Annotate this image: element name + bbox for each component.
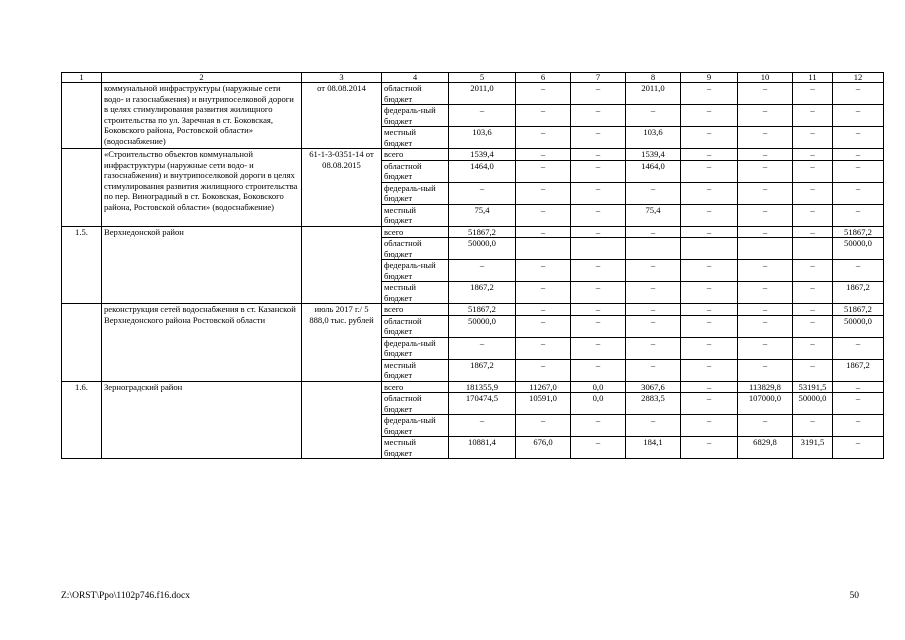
amount-cell: – [681, 437, 738, 459]
row-number: 1.6. [62, 381, 102, 459]
amount-cell: 103,6 [626, 127, 681, 149]
amount-cell: – [626, 304, 681, 316]
amount-cell: 1464,0 [626, 160, 681, 182]
amount-cell: – [833, 393, 884, 415]
amount-cell: – [793, 359, 833, 381]
table-row [62, 149, 884, 161]
funding-source: всего [382, 304, 449, 316]
amount-cell: – [571, 226, 626, 238]
amount-cell: – [516, 105, 571, 127]
funding-source: федераль-ный бюджет [382, 415, 449, 437]
amount-cell: 51867,2 [449, 304, 516, 316]
table-row [62, 83, 884, 105]
funding-source: федераль-ный бюджет [382, 182, 449, 204]
amount-cell: – [681, 226, 738, 238]
row-number [62, 304, 102, 382]
amount-cell: – [626, 415, 681, 437]
row-number [62, 83, 102, 149]
amount-cell: – [738, 337, 793, 359]
amount-cell: – [681, 149, 738, 161]
amount-cell: – [681, 83, 738, 105]
amount-cell: – [681, 337, 738, 359]
amount-cell: – [833, 105, 884, 127]
object-code: от 08.08.2014 [302, 83, 382, 149]
amount-cell [738, 238, 793, 260]
amount-cell: 10881,4 [449, 437, 516, 459]
amount-cell: – [681, 260, 738, 282]
object-name: «Строительство объектов коммунальной инфраструктуры (наружные сети водо- и газоснабжения) и внутрипоселковой дороги в целях стимулирования развития жилищного строительства по пер. Виноградный в ст. Боковская, Боковского района, Ростовской области» (водоснабжение) [102, 149, 302, 227]
amount-cell: 51867,2 [833, 226, 884, 238]
funding-source: всего [382, 226, 449, 238]
amount-cell: – [738, 315, 793, 337]
funding-source: областной бюджет [382, 83, 449, 105]
funding-source: местный бюджет [382, 127, 449, 149]
amount-cell: – [571, 282, 626, 304]
amount-cell: – [793, 105, 833, 127]
header-row [62, 73, 884, 83]
column-number: 2 [102, 73, 302, 83]
amount-cell: – [738, 260, 793, 282]
object-name: реконструкция сетей водоснабжения в ст. Казанской Верхнедонского района Ростовской области [102, 304, 302, 382]
amount-cell: – [626, 359, 681, 381]
amount-cell: 676,0 [516, 437, 571, 459]
amount-cell: – [738, 415, 793, 437]
amount-cell: 50000,0 [833, 238, 884, 260]
amount-cell: – [833, 182, 884, 204]
amount-cell: – [571, 437, 626, 459]
amount-cell: 3067,6 [626, 381, 681, 393]
amount-cell: 6829,8 [738, 437, 793, 459]
object-name: Зерноградский район [102, 381, 302, 459]
amount-cell: – [516, 204, 571, 226]
amount-cell: – [516, 415, 571, 437]
amount-cell: 50000,0 [833, 315, 884, 337]
amount-cell: – [793, 149, 833, 161]
amount-cell: – [516, 359, 571, 381]
amount-cell: – [449, 415, 516, 437]
amount-cell: – [516, 226, 571, 238]
amount-cell: 0,0 [571, 393, 626, 415]
object-name: Верхнедонской район [102, 226, 302, 304]
amount-cell: – [738, 204, 793, 226]
amount-cell [571, 238, 626, 260]
object-code: 61-1-3-0351-14 от 08.08.2015 [302, 149, 382, 227]
amount-cell: – [681, 160, 738, 182]
amount-cell: – [681, 315, 738, 337]
amount-cell: – [681, 204, 738, 226]
amount-cell: 1867,2 [449, 359, 516, 381]
table-row [62, 304, 884, 316]
funding-source: областной бюджет [382, 315, 449, 337]
amount-cell: – [626, 226, 681, 238]
amount-cell: – [681, 282, 738, 304]
amount-cell: – [516, 182, 571, 204]
object-code [302, 381, 382, 459]
amount-cell [793, 238, 833, 260]
funding-source: областной бюджет [382, 393, 449, 415]
amount-cell: – [516, 304, 571, 316]
amount-cell: – [571, 260, 626, 282]
amount-cell: – [681, 182, 738, 204]
amount-cell: – [738, 127, 793, 149]
amount-cell: – [571, 337, 626, 359]
column-number: 12 [833, 73, 884, 83]
funding-source: областной бюджет [382, 238, 449, 260]
amount-cell: – [626, 282, 681, 304]
amount-cell: – [793, 83, 833, 105]
amount-cell: – [571, 204, 626, 226]
object-name: коммунальной инфраструктуры (наружные сети водо- и газоснабжения) и внутрипоселковой дороги в целях стимулирования развития жилищного строительства по ул. Заречная в ст. Боковская, Боковского района, Ростовской области» (водоснабжение) [102, 83, 302, 149]
amount-cell: 1464,0 [449, 160, 516, 182]
amount-cell: – [833, 437, 884, 459]
amount-cell: – [681, 393, 738, 415]
amount-cell: – [571, 127, 626, 149]
amount-cell: – [833, 160, 884, 182]
column-number: 6 [516, 73, 571, 83]
amount-cell: – [626, 105, 681, 127]
amount-cell: – [626, 260, 681, 282]
amount-cell: – [793, 160, 833, 182]
amount-cell: – [626, 315, 681, 337]
amount-cell: 75,4 [449, 204, 516, 226]
amount-cell: – [681, 359, 738, 381]
amount-cell: – [571, 160, 626, 182]
amount-cell: – [738, 304, 793, 316]
amount-cell: – [833, 149, 884, 161]
amount-cell: – [516, 282, 571, 304]
funding-source: федераль-ный бюджет [382, 260, 449, 282]
amount-cell: 10591,0 [516, 393, 571, 415]
amount-cell: 51867,2 [449, 226, 516, 238]
column-number: 7 [571, 73, 626, 83]
amount-cell: – [738, 105, 793, 127]
footer-file-path: Z:\ORST\Ppo\1102p746.f16.docx [61, 591, 190, 601]
amount-cell: – [793, 304, 833, 316]
amount-cell: – [738, 149, 793, 161]
amount-cell: 50000,0 [449, 238, 516, 260]
amount-cell: 113829,8 [738, 381, 793, 393]
amount-cell: – [793, 182, 833, 204]
amount-cell: – [571, 182, 626, 204]
amount-cell: – [738, 83, 793, 105]
amount-cell: – [681, 415, 738, 437]
amount-cell: 75,4 [626, 204, 681, 226]
amount-cell: 1539,4 [626, 149, 681, 161]
amount-cell: – [449, 105, 516, 127]
amount-cell: – [571, 105, 626, 127]
row-number: 1.5. [62, 226, 102, 304]
table-row [62, 381, 884, 393]
amount-cell: – [738, 359, 793, 381]
column-number: 10 [738, 73, 793, 83]
amount-cell: 103,6 [449, 127, 516, 149]
amount-cell: – [571, 304, 626, 316]
amount-cell: – [793, 282, 833, 304]
column-number: 3 [302, 73, 382, 83]
column-number: 5 [449, 73, 516, 83]
page-number: 50 [849, 591, 859, 601]
amount-cell: – [571, 415, 626, 437]
amount-cell: – [449, 337, 516, 359]
amount-cell: 107000,0 [738, 393, 793, 415]
amount-cell: 170474,5 [449, 393, 516, 415]
funding-source: местный бюджет [382, 437, 449, 459]
amount-cell: 1539,4 [449, 149, 516, 161]
amount-cell: – [516, 315, 571, 337]
amount-cell: – [833, 337, 884, 359]
amount-cell: – [681, 381, 738, 393]
funding-source: всего [382, 381, 449, 393]
amount-cell: – [626, 337, 681, 359]
amount-cell: – [516, 337, 571, 359]
amount-cell: – [449, 260, 516, 282]
amount-cell: – [626, 182, 681, 204]
funding-source: всего [382, 149, 449, 161]
amount-cell: – [738, 282, 793, 304]
amount-cell: 50000,0 [449, 315, 516, 337]
amount-cell: – [516, 127, 571, 149]
funding-source: федераль-ный бюджет [382, 105, 449, 127]
amount-cell: – [516, 83, 571, 105]
amount-cell: – [738, 226, 793, 238]
table-row [62, 226, 884, 238]
amount-cell: – [833, 381, 884, 393]
amount-cell: 2883,5 [626, 393, 681, 415]
amount-cell: 2011,0 [626, 83, 681, 105]
funding-source: местный бюджет [382, 204, 449, 226]
column-number: 4 [382, 73, 449, 83]
amount-cell: – [738, 182, 793, 204]
amount-cell: 2011,0 [449, 83, 516, 105]
amount-cell: – [833, 83, 884, 105]
column-number: 1 [62, 73, 102, 83]
column-number: 9 [681, 73, 738, 83]
funding-source: местный бюджет [382, 359, 449, 381]
amount-cell: – [571, 149, 626, 161]
amount-cell: 0,0 [571, 381, 626, 393]
amount-cell: – [793, 337, 833, 359]
amount-cell: – [738, 160, 793, 182]
amount-cell: 51867,2 [833, 304, 884, 316]
amount-cell: – [793, 415, 833, 437]
amount-cell: – [793, 204, 833, 226]
amount-cell: – [833, 415, 884, 437]
object-code [302, 226, 382, 304]
amount-cell: – [681, 304, 738, 316]
amount-cell: – [793, 127, 833, 149]
amount-cell: – [681, 127, 738, 149]
amount-cell: – [833, 127, 884, 149]
amount-cell: – [793, 226, 833, 238]
amount-cell: – [516, 160, 571, 182]
amount-cell: – [516, 149, 571, 161]
column-number: 8 [626, 73, 681, 83]
amount-cell: – [449, 182, 516, 204]
amount-cell: 3191,5 [793, 437, 833, 459]
amount-cell: – [793, 260, 833, 282]
funding-source: федераль-ный бюджет [382, 337, 449, 359]
amount-cell: 1867,2 [449, 282, 516, 304]
amount-cell: – [571, 359, 626, 381]
amount-cell: – [833, 260, 884, 282]
amount-cell [516, 238, 571, 260]
amount-cell [681, 238, 738, 260]
amount-cell: – [571, 315, 626, 337]
amount-cell: 184,1 [626, 437, 681, 459]
amount-cell: – [571, 83, 626, 105]
column-number: 11 [793, 73, 833, 83]
row-number [62, 149, 102, 227]
object-code: июль 2017 г./ 5 888,0 тыс. рублей [302, 304, 382, 382]
budget-table [61, 72, 884, 459]
amount-cell: – [793, 315, 833, 337]
amount-cell: – [833, 204, 884, 226]
amount-cell: 1867,2 [833, 282, 884, 304]
amount-cell: – [516, 260, 571, 282]
amount-cell [626, 238, 681, 260]
amount-cell: 181355,9 [449, 381, 516, 393]
amount-cell: 53191,5 [793, 381, 833, 393]
funding-source: областной бюджет [382, 160, 449, 182]
amount-cell: 11267,0 [516, 381, 571, 393]
amount-cell: 1867,2 [833, 359, 884, 381]
amount-cell: 50000,0 [793, 393, 833, 415]
funding-source: местный бюджет [382, 282, 449, 304]
amount-cell: – [681, 105, 738, 127]
